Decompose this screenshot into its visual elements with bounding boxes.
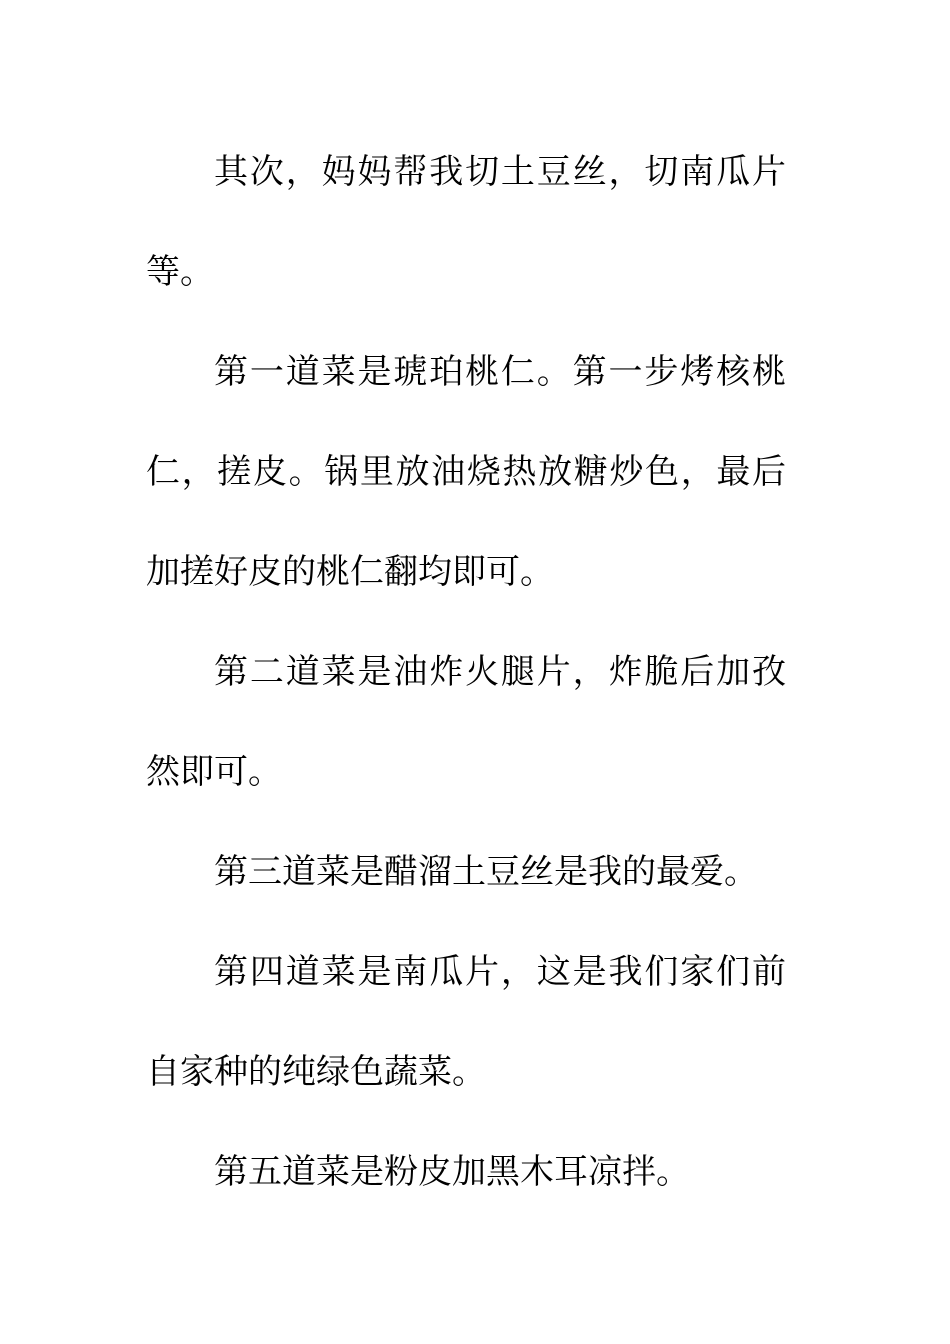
paragraph-prep: 其次，妈妈帮我切土豆丝，切南瓜片等。: [146, 152, 786, 292]
paragraph-dish-4: 第四道菜是南瓜片，这是我们家们前自家种的纯绿色蔬菜。: [146, 952, 786, 1092]
paragraph-dish-3: 第三道菜是醋溜土豆丝是我的最爱。: [214, 852, 758, 892]
paragraph-dish-2: 第二道菜是油炸火腿片，炸脆后加孜然即可。: [146, 652, 786, 792]
paragraph-dish-1: 第一道菜是琥珀桃仁。第一步烤核桃仁，搓皮。锅里放油烧热放糖炒色，最后加搓好皮的桃仁翻均即可。: [146, 352, 786, 592]
body-text: [146, 122, 786, 1222]
paragraph-dish-5: 第五道菜是粉皮加黑木耳凉拌。: [214, 1152, 690, 1192]
